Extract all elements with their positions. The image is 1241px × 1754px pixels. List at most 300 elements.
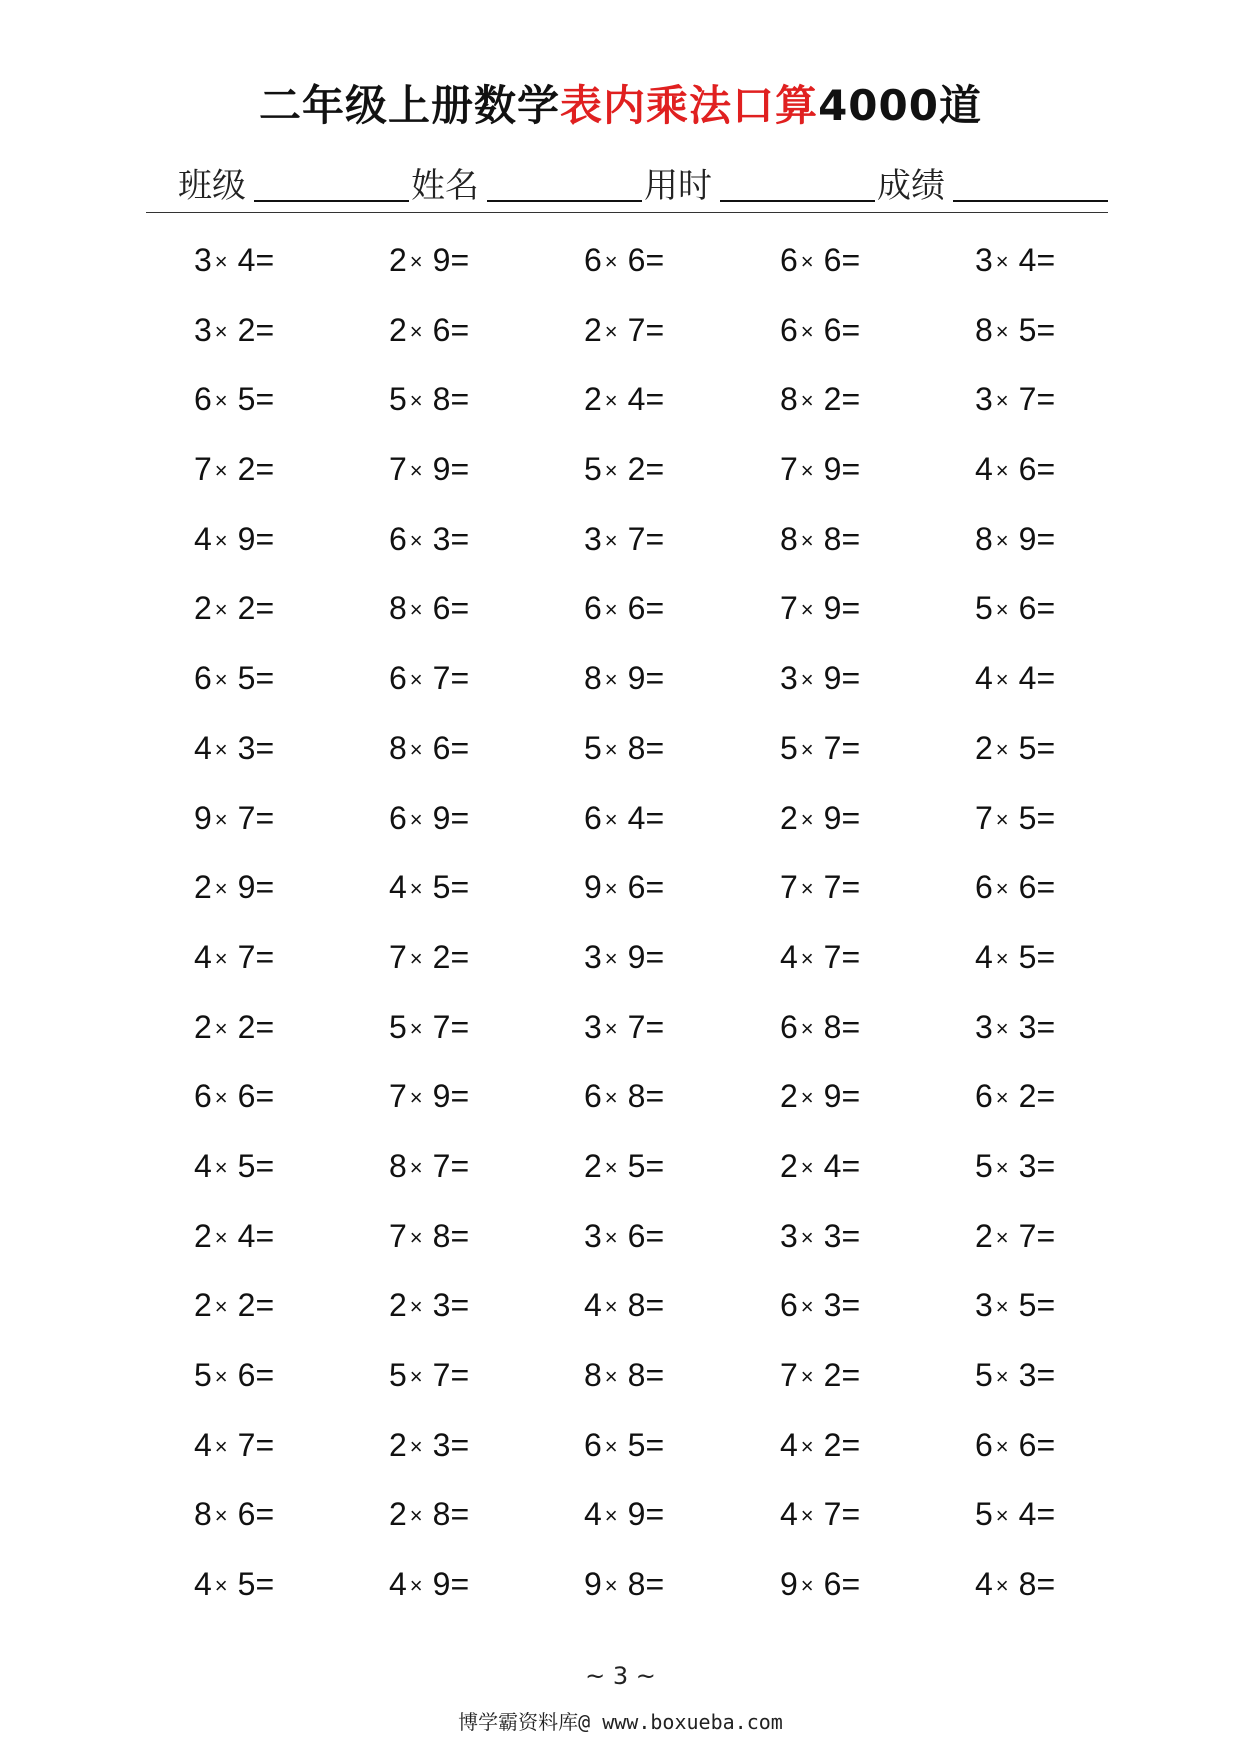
problem-item xyxy=(780,1214,860,1262)
factor-b: 6 xyxy=(432,590,451,627)
multiply-sign: × xyxy=(409,1433,423,1459)
student-info-row xyxy=(178,160,1110,208)
factor-b: 8 xyxy=(627,1078,646,1115)
equals-sign: = xyxy=(450,1217,470,1254)
multiply-sign: × xyxy=(604,1015,618,1041)
problem-item xyxy=(584,1214,664,1262)
multiply-sign: × xyxy=(800,945,814,971)
equals-sign: = xyxy=(1036,242,1056,278)
multiply-sign: × xyxy=(214,318,228,344)
factor-a: 2 xyxy=(975,729,993,766)
problem-item xyxy=(584,586,664,634)
multiply-sign: × xyxy=(800,249,814,274)
equals-sign: = xyxy=(841,311,861,348)
factor-b: 3 xyxy=(432,520,451,557)
factor-a: 8 xyxy=(194,1496,212,1533)
factor-a: 6 xyxy=(194,660,212,697)
multiply-sign: × xyxy=(800,458,814,484)
factor-a: 6 xyxy=(975,1426,993,1463)
factor-b: 5 xyxy=(237,381,256,418)
equals-sign: = xyxy=(255,311,275,348)
multiply-sign: × xyxy=(604,458,618,484)
multiply-sign: × xyxy=(409,876,423,902)
problem-row xyxy=(0,993,1241,1063)
factor-a: 4 xyxy=(780,1496,798,1533)
factor-b: 5 xyxy=(1018,729,1037,766)
problem-row xyxy=(0,1271,1241,1341)
factor-a: 2 xyxy=(975,1217,993,1254)
equals-sign: = xyxy=(841,1287,861,1324)
factor-a: 2 xyxy=(389,242,407,278)
problem-item xyxy=(975,517,1055,565)
factor-a: 6 xyxy=(584,242,602,278)
equals-sign: = xyxy=(450,520,470,557)
factor-a: 5 xyxy=(975,1147,993,1184)
equals-sign: = xyxy=(645,1357,665,1393)
factor-a: 7 xyxy=(389,938,407,975)
equals-sign: = xyxy=(645,869,665,906)
problem-item xyxy=(194,726,274,774)
factor-a: 3 xyxy=(780,1217,798,1254)
equals-sign: = xyxy=(645,1078,665,1115)
problem-item xyxy=(194,1353,274,1401)
factor-b: 6 xyxy=(627,242,646,278)
multiply-sign: × xyxy=(409,1364,423,1389)
factor-b: 9 xyxy=(627,938,646,975)
factor-b: 8 xyxy=(432,1496,451,1533)
factor-a: 7 xyxy=(194,451,212,488)
factor-b: 2 xyxy=(237,451,256,488)
factor-b: 3 xyxy=(823,1287,842,1324)
problem-item xyxy=(975,1005,1055,1053)
factor-b: 6 xyxy=(823,242,842,278)
problem-item xyxy=(194,935,274,983)
problem-item xyxy=(584,1562,664,1610)
problem-row xyxy=(0,644,1241,714)
factor-b: 3 xyxy=(432,1287,451,1324)
factor-b: 7 xyxy=(432,1357,451,1393)
equals-sign: = xyxy=(1036,869,1056,906)
factor-a: 7 xyxy=(780,1357,798,1393)
factor-b: 3 xyxy=(1018,1147,1037,1184)
equals-sign: = xyxy=(1036,1426,1056,1463)
equals-sign: = xyxy=(450,729,470,766)
equals-sign: = xyxy=(1036,1566,1056,1603)
problem-item xyxy=(975,1214,1055,1262)
multiply-sign: × xyxy=(604,876,618,902)
factor-b: 8 xyxy=(432,381,451,418)
problem-item xyxy=(194,1423,274,1471)
factor-a: 7 xyxy=(975,799,993,836)
factor-b: 9 xyxy=(823,1078,842,1115)
factor-a: 2 xyxy=(780,799,798,836)
equals-sign: = xyxy=(255,520,275,557)
multiply-sign: × xyxy=(995,597,1009,623)
problem-item xyxy=(194,796,274,844)
factor-b: 2 xyxy=(823,381,842,418)
factor-b: 6 xyxy=(627,1217,646,1254)
problem-item xyxy=(975,1423,1055,1471)
multiply-sign: × xyxy=(995,736,1009,762)
equals-sign: = xyxy=(1036,1357,1056,1393)
multiply-sign: × xyxy=(604,667,618,693)
factor-b: 4 xyxy=(237,242,256,278)
factor-a: 5 xyxy=(780,729,798,766)
factor-a: 4 xyxy=(194,520,212,557)
equals-sign: = xyxy=(645,1287,665,1324)
multiply-sign: × xyxy=(214,458,228,484)
factor-b: 9 xyxy=(823,799,842,836)
problem-item xyxy=(584,238,664,286)
problem-item xyxy=(780,656,860,704)
factor-b: 8 xyxy=(627,1287,646,1324)
equals-sign: = xyxy=(1036,311,1056,348)
multiply-sign: × xyxy=(604,1364,618,1389)
problem-item xyxy=(780,1562,860,1610)
problem-row xyxy=(0,1341,1241,1411)
problem-item xyxy=(584,656,664,704)
factor-a: 4 xyxy=(975,938,993,975)
factor-a: 3 xyxy=(975,1287,993,1324)
problem-item xyxy=(194,865,274,913)
factor-b: 6 xyxy=(627,869,646,906)
equals-sign: = xyxy=(255,590,275,627)
factor-b: 8 xyxy=(823,520,842,557)
factor-b: 5 xyxy=(627,1426,646,1463)
factor-a: 4 xyxy=(389,869,407,906)
factor-a: 8 xyxy=(584,1357,602,1393)
factor-a: 7 xyxy=(389,451,407,488)
factor-a: 6 xyxy=(584,1426,602,1463)
factor-b: 6 xyxy=(1018,1426,1037,1463)
problem-item xyxy=(780,865,860,913)
problem-item xyxy=(389,656,469,704)
equals-sign: = xyxy=(1036,1217,1056,1254)
equals-sign: = xyxy=(645,381,665,418)
equals-sign: = xyxy=(450,1078,470,1115)
problem-row xyxy=(0,853,1241,923)
multiply-sign: × xyxy=(409,527,423,553)
multiply-sign: × xyxy=(800,1503,814,1529)
factor-b: 8 xyxy=(627,729,646,766)
factor-a: 2 xyxy=(389,1496,407,1533)
equals-sign: = xyxy=(255,242,275,278)
multiply-sign: × xyxy=(604,1573,618,1599)
factor-a: 6 xyxy=(389,520,407,557)
problem-item xyxy=(584,1005,664,1053)
factor-b: 6 xyxy=(237,1496,256,1533)
problem-row xyxy=(0,784,1241,854)
problem-item xyxy=(389,1492,469,1540)
factor-a: 4 xyxy=(194,1566,212,1603)
equals-sign: = xyxy=(841,938,861,975)
footer-watermark: 博学霸资料库@ www.boxueba.com xyxy=(458,1710,783,1734)
multiply-sign: × xyxy=(995,876,1009,902)
factor-b: 4 xyxy=(627,381,646,418)
equals-sign: = xyxy=(645,1217,665,1254)
factor-b: 6 xyxy=(237,1357,256,1393)
problem-item xyxy=(975,308,1055,356)
equals-sign: = xyxy=(841,451,861,488)
factor-b: 4 xyxy=(1018,242,1037,278)
factor-b: 3 xyxy=(823,1217,842,1254)
factor-a: 8 xyxy=(780,520,798,557)
equals-sign: = xyxy=(841,381,861,418)
factor-b: 7 xyxy=(823,938,842,975)
factor-a: 3 xyxy=(584,520,602,557)
multiply-sign: × xyxy=(800,1015,814,1041)
multiply-sign: × xyxy=(800,736,814,762)
equals-sign: = xyxy=(645,1566,665,1603)
factor-a: 3 xyxy=(584,938,602,975)
problem-item xyxy=(389,1283,469,1331)
multiply-sign: × xyxy=(409,318,423,344)
problem-item xyxy=(584,1423,664,1471)
equals-sign: = xyxy=(841,1566,861,1603)
factor-b: 9 xyxy=(432,799,451,836)
problem-item xyxy=(780,1074,860,1122)
problem-item xyxy=(389,1074,469,1122)
multiply-sign: × xyxy=(604,1433,618,1459)
problem-item xyxy=(975,1074,1055,1122)
factor-b: 7 xyxy=(1018,1217,1037,1254)
factor-b: 6 xyxy=(1018,869,1037,906)
name-blank[interactable] xyxy=(487,198,642,202)
factor-a: 2 xyxy=(194,869,212,906)
problem-item xyxy=(194,1144,274,1192)
problem-row xyxy=(0,505,1241,575)
factor-b: 7 xyxy=(1018,381,1037,418)
factor-a: 5 xyxy=(194,1357,212,1393)
factor-b: 5 xyxy=(627,1147,646,1184)
multiply-sign: × xyxy=(604,1085,618,1111)
equals-sign: = xyxy=(255,1217,275,1254)
problem-item xyxy=(389,517,469,565)
problem-item xyxy=(780,238,860,286)
factor-b: 5 xyxy=(432,869,451,906)
multiply-sign: × xyxy=(604,597,618,623)
problem-item xyxy=(194,586,274,634)
equals-sign: = xyxy=(450,1566,470,1603)
problem-item xyxy=(780,796,860,844)
problem-item xyxy=(389,1144,469,1192)
factor-a: 8 xyxy=(389,729,407,766)
factor-a: 3 xyxy=(975,1008,993,1045)
equals-sign: = xyxy=(450,1426,470,1463)
factor-b: 5 xyxy=(237,1566,256,1603)
factor-b: 5 xyxy=(237,660,256,697)
factor-b: 4 xyxy=(1018,660,1037,697)
factor-b: 8 xyxy=(1018,1566,1037,1603)
problem-item xyxy=(389,935,469,983)
problem-item xyxy=(975,1353,1055,1401)
problem-item xyxy=(975,586,1055,634)
multiply-sign: × xyxy=(995,249,1009,274)
factor-b: 2 xyxy=(237,1008,256,1045)
factor-a: 2 xyxy=(780,1147,798,1184)
equals-sign: = xyxy=(450,799,470,836)
factor-b: 2 xyxy=(627,451,646,488)
factor-a: 4 xyxy=(194,1147,212,1184)
equals-sign: = xyxy=(450,1357,470,1393)
problem-item xyxy=(584,726,664,774)
time-label: 用时 xyxy=(644,166,712,206)
factor-b: 7 xyxy=(432,1147,451,1184)
multiply-sign: × xyxy=(604,249,618,274)
equals-sign: = xyxy=(645,451,665,488)
time-blank[interactable] xyxy=(720,198,875,202)
multiply-sign: × xyxy=(995,1433,1009,1459)
factor-b: 5 xyxy=(1018,311,1037,348)
equals-sign: = xyxy=(1036,1008,1056,1045)
problem-item xyxy=(780,1423,860,1471)
factor-a: 4 xyxy=(780,938,798,975)
equals-sign: = xyxy=(255,1426,275,1463)
multiply-sign: × xyxy=(604,388,618,414)
factor-b: 9 xyxy=(823,660,842,697)
problem-item xyxy=(584,517,664,565)
problem-item xyxy=(194,1005,274,1053)
factor-a: 7 xyxy=(780,869,798,906)
multiply-sign: × xyxy=(800,1294,814,1320)
equals-sign: = xyxy=(645,1496,665,1533)
problem-item xyxy=(780,517,860,565)
multiply-sign: × xyxy=(409,806,423,832)
factor-a: 6 xyxy=(780,1008,798,1045)
equals-sign: = xyxy=(450,1287,470,1324)
factor-b: 5 xyxy=(1018,1287,1037,1324)
equals-sign: = xyxy=(841,590,861,627)
factor-a: 3 xyxy=(584,1217,602,1254)
factor-b: 8 xyxy=(627,1566,646,1603)
equals-sign: = xyxy=(450,311,470,348)
factor-a: 4 xyxy=(584,1287,602,1324)
problem-item xyxy=(389,1005,469,1053)
factor-a: 7 xyxy=(780,451,798,488)
factor-a: 6 xyxy=(389,799,407,836)
equals-sign: = xyxy=(450,869,470,906)
factor-a: 8 xyxy=(389,1147,407,1184)
title-part-1: 二年级上册数学 xyxy=(259,81,561,130)
factor-b: 9 xyxy=(627,660,646,697)
factor-a: 2 xyxy=(194,1217,212,1254)
multiply-sign: × xyxy=(409,1085,423,1111)
equals-sign: = xyxy=(1036,1147,1056,1184)
equals-sign: = xyxy=(255,660,275,697)
problem-item xyxy=(780,1144,860,1192)
multiply-sign: × xyxy=(604,1503,618,1529)
equals-sign: = xyxy=(645,729,665,766)
multiply-sign: × xyxy=(604,527,618,553)
factor-b: 5 xyxy=(1018,938,1037,975)
factor-a: 5 xyxy=(975,1496,993,1533)
factor-b: 9 xyxy=(823,590,842,627)
equals-sign: = xyxy=(645,660,665,697)
equals-sign: = xyxy=(841,1496,861,1533)
factor-b: 4 xyxy=(1018,1496,1037,1533)
multiply-sign: × xyxy=(800,318,814,344)
factor-a: 4 xyxy=(975,451,993,488)
problem-item xyxy=(389,1562,469,1610)
problem-item xyxy=(194,1492,274,1540)
problem-row xyxy=(0,365,1241,435)
class-label: 班级 xyxy=(178,166,246,206)
title-part-3: 4000道 xyxy=(818,81,982,130)
equals-sign: = xyxy=(645,1008,665,1045)
multiply-sign: × xyxy=(214,1433,228,1459)
class-blank[interactable] xyxy=(254,198,409,202)
score-blank[interactable] xyxy=(953,198,1108,202)
factor-b: 4 xyxy=(627,799,646,836)
factor-b: 2 xyxy=(1018,1078,1037,1115)
factor-a: 2 xyxy=(584,311,602,348)
factor-a: 3 xyxy=(194,311,212,348)
factor-b: 3 xyxy=(432,1426,451,1463)
equals-sign: = xyxy=(841,520,861,557)
equals-sign: = xyxy=(450,660,470,697)
multiply-sign: × xyxy=(214,667,228,693)
factor-a: 6 xyxy=(975,1078,993,1115)
factor-b: 2 xyxy=(237,311,256,348)
factor-a: 3 xyxy=(975,242,993,278)
factor-a: 3 xyxy=(584,1008,602,1045)
factor-b: 3 xyxy=(237,729,256,766)
multiply-sign: × xyxy=(214,1224,228,1250)
factor-a: 6 xyxy=(194,381,212,418)
multiply-sign: × xyxy=(214,597,228,623)
equals-sign: = xyxy=(645,242,665,278)
equals-sign: = xyxy=(450,1147,470,1184)
equals-sign: = xyxy=(1036,451,1056,488)
problem-item xyxy=(584,865,664,913)
multiply-sign: × xyxy=(995,806,1009,832)
multiply-sign: × xyxy=(409,1154,423,1180)
factor-b: 5 xyxy=(1018,799,1037,836)
equals-sign: = xyxy=(255,799,275,836)
problem-row xyxy=(0,1411,1241,1481)
factor-a: 5 xyxy=(975,1357,993,1393)
multiply-sign: × xyxy=(409,1503,423,1529)
multiply-sign: × xyxy=(995,945,1009,971)
equals-sign: = xyxy=(1036,1287,1056,1324)
factor-a: 5 xyxy=(389,1357,407,1393)
problem-item xyxy=(780,935,860,983)
equals-sign: = xyxy=(1036,729,1056,766)
problem-row xyxy=(0,1132,1241,1202)
equals-sign: = xyxy=(841,1357,861,1393)
multiply-sign: × xyxy=(214,1503,228,1529)
multiply-sign: × xyxy=(604,736,618,762)
factor-a: 2 xyxy=(389,311,407,348)
equals-sign: = xyxy=(645,1426,665,1463)
multiply-sign: × xyxy=(214,1085,228,1111)
problem-item xyxy=(780,1283,860,1331)
multiply-sign: × xyxy=(995,1573,1009,1599)
equals-sign: = xyxy=(255,869,275,906)
multiply-sign: × xyxy=(995,318,1009,344)
problem-item xyxy=(194,656,274,704)
factor-b: 9 xyxy=(432,451,451,488)
multiply-sign: × xyxy=(800,1085,814,1111)
multiply-sign: × xyxy=(214,527,228,553)
equals-sign: = xyxy=(255,1566,275,1603)
problem-row xyxy=(0,1062,1241,1132)
factor-a: 3 xyxy=(975,381,993,418)
multiply-sign: × xyxy=(214,876,228,902)
factor-b: 4 xyxy=(823,1147,842,1184)
factor-b: 6 xyxy=(432,729,451,766)
problem-item xyxy=(780,1005,860,1053)
